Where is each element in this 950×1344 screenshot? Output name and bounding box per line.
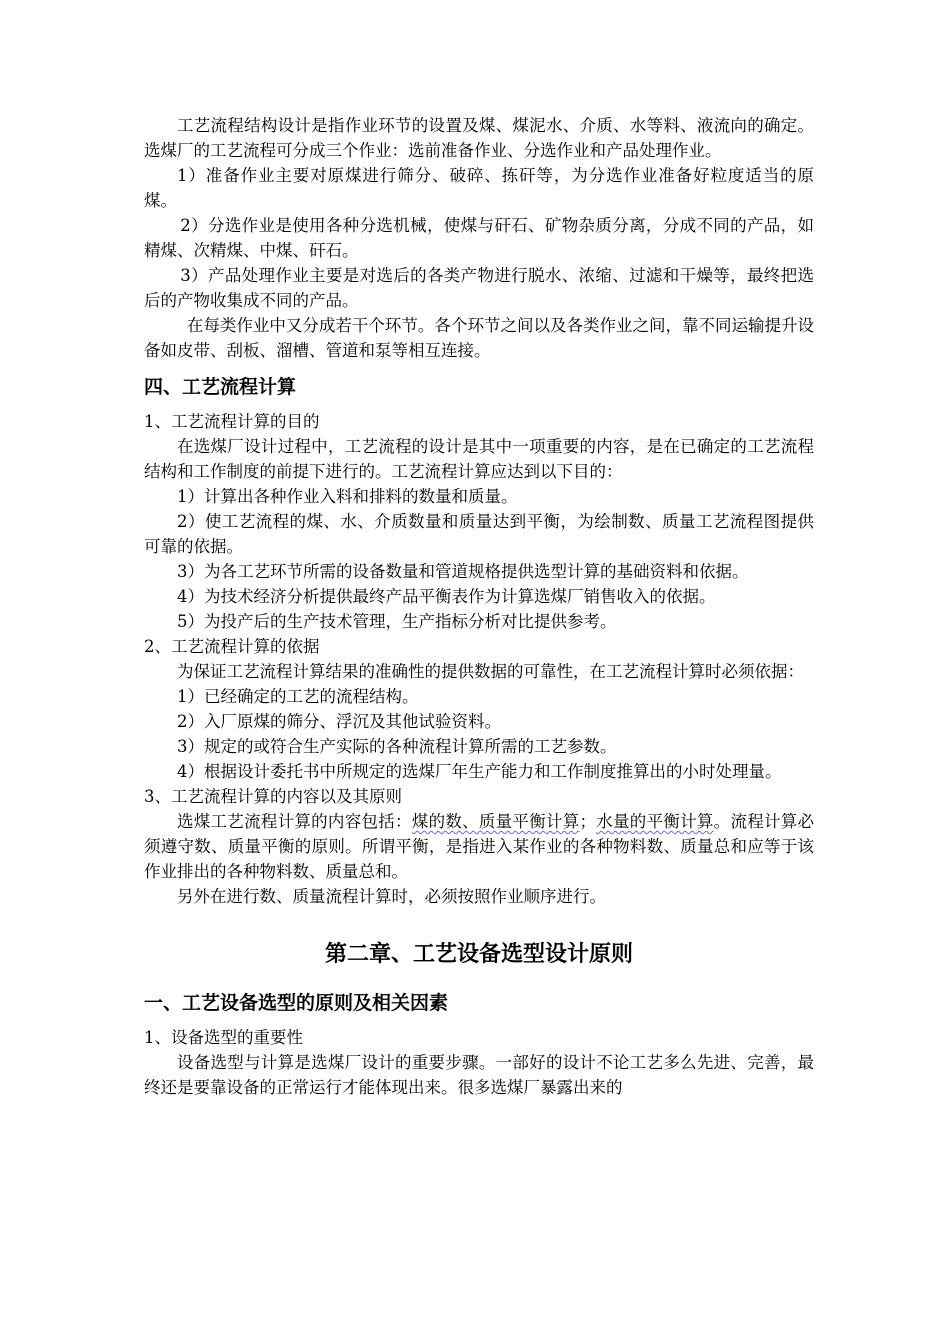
paragraph-purpose-intro: 在选煤厂设计过程中，工艺流程的设计是其中一项重要的内容，是在已确定的工艺流程结构和工作制度的前提下进行的。工艺流程计算应达到以下目的： <box>144 437 814 481</box>
paragraph-process-structure: 工艺流程结构设计是指作业环节的设置及煤、煤泥水、介质、水等料、液流向的确定。选煤厂的工艺流程可分成三个作业：选前准备作业、分选作业和产品处理作业。 <box>144 116 814 160</box>
text-segment: 选煤工艺流程计算的内容包括： <box>177 812 412 831</box>
text-segment-underlined: 煤的数、质量平衡计算 <box>411 812 580 831</box>
text-segment: 。流程计算必须遵守数、质量平衡的原则。所谓平衡，是指进入某作业的各种物料数、质量总和应等于该作业排出的各种物料数、质量总和。 <box>144 812 815 881</box>
chapter-heading: 第二章、工艺设备选型设计原则 <box>324 942 633 967</box>
list-item-basis-3: 3）规定的或符合生产实际的各种流程计算所需的工艺参数。 <box>177 737 617 756</box>
subsection-title-importance: 1、设备选型的重要性 <box>144 1028 303 1047</box>
paragraph-separation-operation: 2）分选作业是使用各种分选机械，使煤与矸石、矿物杂质分离，分成不同的产品，如精煤、次精煤、中煤、矸石。 <box>144 216 814 260</box>
list-item-purpose-4: 4）为技术经济分析提供最终产品平衡表作为计算选煤厂销售收入的依据。 <box>177 587 716 606</box>
list-item-purpose-2: 2）使工艺流程的煤、水、介质数量和质量达到平衡，为绘制数、质量工艺流程图提供可靠的依据。 <box>144 512 814 556</box>
section-heading-equipment-selection: 一、工艺设备选型的原则及相关因素 <box>144 992 449 1014</box>
text-segment: ； <box>579 812 596 831</box>
list-item-basis-4: 4）根据设计委托书中所规定的选煤厂年生产能力和工作制度推算出的小时处理量。 <box>177 762 782 781</box>
list-item-basis-1: 1）已经确定的工艺的流程结构。 <box>177 687 419 706</box>
paragraph-prep-operation: 1）准备作业主要对原煤进行筛分、破碎、拣矸等，为分选作业准备好粒度适当的原煤。 <box>144 166 814 210</box>
text-segment-underlined: 水量的平衡计算 <box>596 812 714 831</box>
paragraph-operation-order: 另外在进行数、质量流程计算时，必须按照作业顺序进行。 <box>177 887 606 906</box>
subsection-title-content: 3、工艺流程计算的内容以及其原则 <box>144 787 402 806</box>
document-body <box>144 113 814 1100</box>
subsection-title-basis: 2、工艺流程计算的依据 <box>144 637 320 656</box>
subsection-title-purpose: 1、工艺流程计算的目的 <box>144 412 320 431</box>
section-heading-process-calculation: 四、工艺流程计算 <box>144 376 297 398</box>
paragraph-basis-intro: 为保证工艺流程计算结果的准确性的提供数据的可靠性，在工艺流程计算时必须依据： <box>177 662 804 681</box>
list-item-basis-2: 2）入厂原煤的筛分、浮沉及其他试验资料。 <box>177 712 501 731</box>
list-item-purpose-5: 5）为投产后的生产技术管理，生产指标分析对比提供参考。 <box>177 612 617 631</box>
paragraph-links: 在每类作业中又分成若干个环节。各个环节之间以及各类作业之间，靠不同运输提升设备如皮带、刮板、溜槽、管道和泵等相互连接。 <box>144 316 814 360</box>
paragraph-product-treatment: 3）产品处理作业主要是对选后的各类产物进行脱水、浓缩、过滤和干燥等，最终把选后的产物收集成不同的产品。 <box>144 266 814 310</box>
list-item-purpose-1: 1）计算出各种作业入料和排料的数量和质量。 <box>177 487 518 506</box>
list-item-purpose-3: 3）为各工艺环节所需的设备数量和管道规格提供选型计算的基础资料和依据。 <box>177 562 749 581</box>
paragraph-importance: 设备选型与计算是选煤厂设计的重要步骤。一部好的设计不论工艺多么先进、完善，最终还是要靠设备的正常运行才能体现出来。很多选煤厂暴露出来的 <box>144 1053 814 1097</box>
paragraph-content-principle <box>144 809 814 884</box>
